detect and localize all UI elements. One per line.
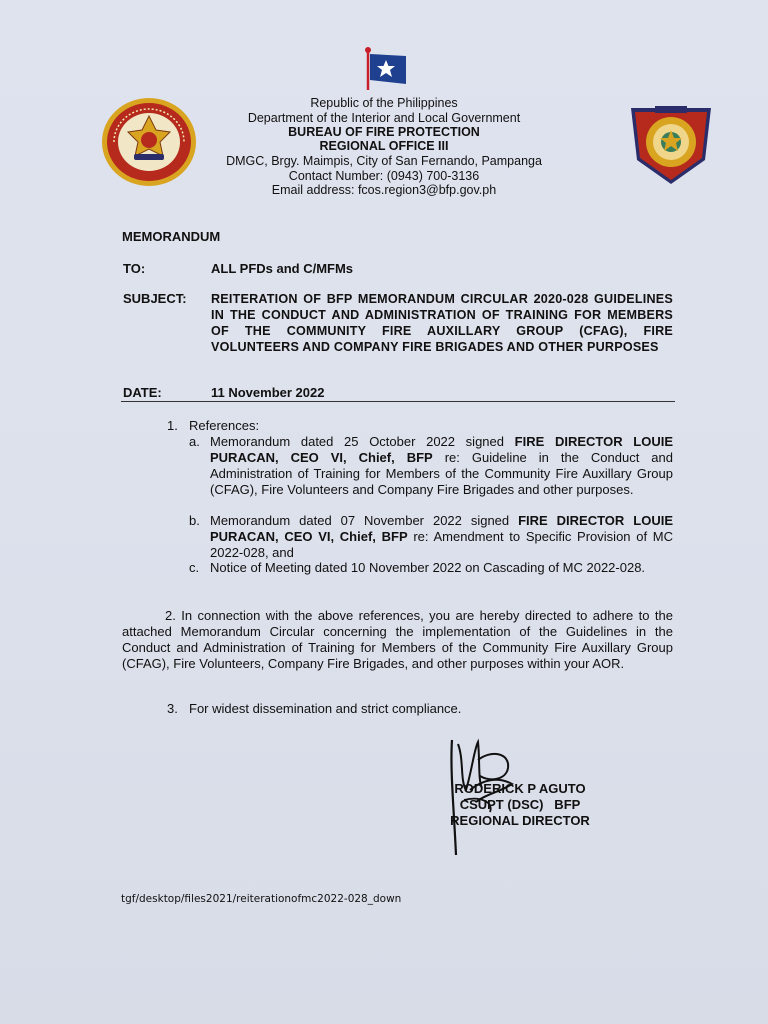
philippine-flag-icon: [362, 46, 410, 92]
ref-b-text: [210, 513, 673, 561]
footer-file-path: tgf/desktop/files2021/reiterationofmc2022-028_down: [121, 893, 402, 905]
ref-b-marker: b.: [189, 513, 200, 528]
signatory-rank: CSUPT (DSC) BFP: [459, 797, 581, 812]
date-divider: [121, 401, 675, 402]
item-3-marker: 3.: [167, 701, 178, 716]
item-3-text: For widest dissemination and strict compliance.: [189, 701, 462, 716]
ref-c-marker: c.: [189, 560, 200, 575]
paragraph-2-text: 2. In connection with the above references, you are hereby directed to adhere to the attached Memorandum Circular concerning the implementation of the Guidelines in the Conduct and Administration of Training for Members of the Community Fire Auxillary Group (CFAG), Fire Volunteers, Company Fire Brigades, and other purposes within your AOR.: [122, 608, 673, 671]
to-label: TO:: [123, 261, 146, 276]
ref-a-pre: Memorandum dated 25 October 2022 signed: [210, 434, 515, 449]
item-1-marker: 1.: [167, 418, 178, 433]
ref-a-marker: a.: [189, 434, 200, 449]
subject-text: REITERATION OF BFP MEMORANDUM CIRCULAR 2020-028 GUIDELINES IN THE CONDUCT AND ADMINISTRATION OF TRAINING FOR MEMBERS OF THE COMMUNITY FIRE AUXILLARY GROUP (CFAG), FIRE VOLUNTEERS AND COMPANY FIRE BRIGADES AND OTHER PURPOSES: [211, 292, 673, 354]
ref-a-text: [210, 434, 673, 498]
signatory-title: REGIONAL DIRECTOR: [450, 813, 590, 828]
memo-title: MEMORANDUM: [122, 229, 221, 244]
subject-label: SUBJECT:: [123, 291, 187, 306]
ref-b-signatory: FIRE DIRECTOR LOUIE PURACAN, CEO VI, Chief, BFP: [210, 513, 673, 544]
item-1-text: References:: [189, 418, 260, 433]
to-value: ALL PFDs and C/MFMs: [211, 261, 354, 276]
ref-b-pre: Memorandum dated 07 November 2022 signed: [210, 513, 519, 528]
header-bureau: BUREAU OF FIRE PROTECTION: [288, 125, 480, 139]
ref-a-post: re: Guideline in the Conduct and Administration of Training for Members of the Community Fire Auxillary Group (CFAG), Fire Volunteers and Company Fire Brigades and other purposes.: [210, 450, 673, 497]
header-email: Email address: fcos.region3@bfp.gov.ph: [271, 183, 497, 197]
signatory-name: RODERICK P AGUTO: [454, 781, 586, 796]
header-country: Republic of the Philippines: [310, 96, 458, 110]
header-department: Department of the Interior and Local Government: [247, 111, 521, 125]
ref-b-post: re: Amendment to Specific Provision of MC 2022-028, and: [210, 529, 673, 560]
header-contact: Contact Number: (0943) 700-3136: [288, 169, 480, 183]
date-label: DATE:: [123, 385, 162, 400]
header-address: DMGC, Brgy. Maimpis, City of San Fernando, Pampanga: [226, 154, 542, 168]
header-regional-office: REGIONAL OFFICE III: [319, 139, 449, 153]
ref-a-signatory: FIRE DIRECTOR LOUIE PURACAN, CEO VI, Chief, BFP: [210, 434, 673, 465]
ref-c-text: Notice of Meeting dated 10 November 2022 on Cascading of MC 2022-028.: [210, 560, 646, 575]
paragraph-2: [122, 608, 673, 672]
date-value: 11 November 2022: [211, 385, 325, 400]
